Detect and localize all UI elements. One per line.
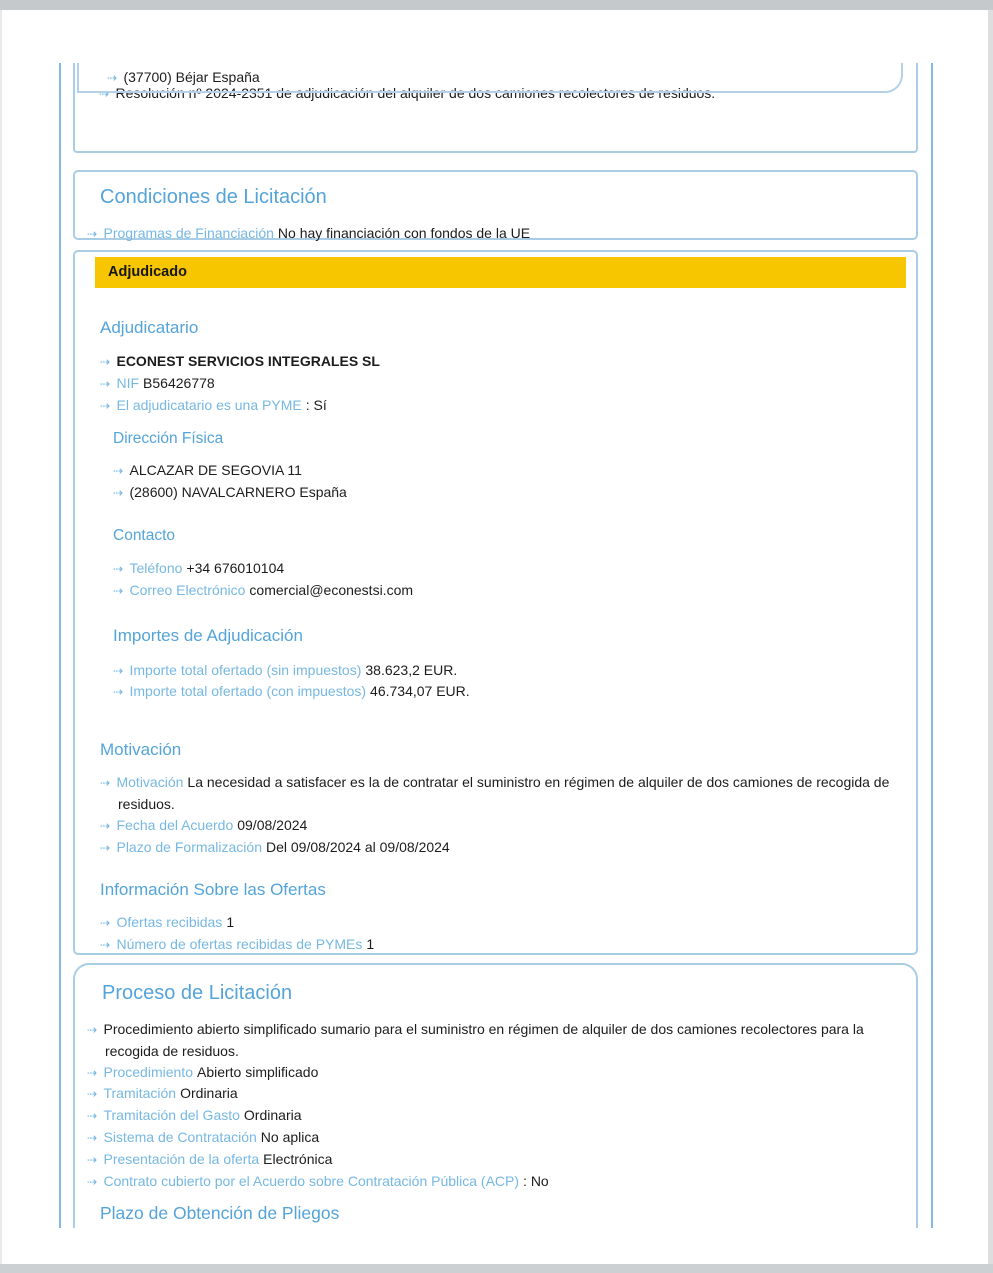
ofertas-title: Información Sobre las Ofertas (100, 880, 326, 900)
ofertas-pymes-label: Número de ofertas recibidas de PYMEs (116, 936, 363, 953)
procedimiento-label: Procedimiento (103, 1063, 193, 1080)
tramitacion-gasto-row (87, 1105, 916, 1127)
dashed-arrow-icon: ⇢ (100, 818, 111, 833)
dashed-arrow-icon: ⇢ (113, 561, 124, 576)
nif-value: B56426778 (143, 374, 215, 391)
financiacion-row (87, 223, 916, 245)
dashed-arrow-icon: ⇢ (100, 398, 111, 413)
proceso-descripcion-row (87, 1019, 916, 1062)
email-value: comercial@econestsi.com (249, 581, 414, 598)
address-text: (37700) Béjar España (123, 69, 260, 85)
direccion-line1-row (113, 460, 916, 482)
acp-value: : No (523, 1172, 549, 1189)
importe-con-value: 46.734,07 EUR. (370, 683, 470, 700)
importes-title: Importes de Adjudicación (113, 625, 303, 645)
dashed-arrow-icon: ⇢ (107, 71, 118, 85)
company-name: ECONEST SERVICIOS INTEGRALES SL (116, 353, 380, 369)
proceso-panel (73, 963, 918, 1228)
adjudicatario-title: Adjudicatario (100, 318, 199, 337)
importe-sin-row (113, 660, 916, 682)
address-subpanel (77, 63, 903, 93)
proceso-descripcion: Procedimiento abierto simplificado sumario para el suministro en régimen de alquiler de dos camiones recolectores para la recogida de residuos. (103, 1021, 864, 1059)
pyme-label: El adjudicatario es una PYME (116, 396, 302, 413)
importe-con-row (113, 681, 916, 703)
dashed-arrow-icon: ⇢ (87, 1174, 98, 1189)
pyme-value: : Sí (305, 396, 327, 413)
pliegos-title: Plazo de Obtención de Pliegos (100, 1203, 340, 1224)
dashed-arrow-icon: ⇢ (87, 1109, 98, 1124)
telefono-value: +34 676010104 (186, 559, 285, 576)
sistema-contratacion-value: No aplica (260, 1128, 320, 1145)
condiciones-title: Condiciones de Licitación (100, 186, 327, 208)
dashed-arrow-icon: ⇢ (87, 227, 98, 241)
direccion-line2: (28600) NAVALCARNERO España (129, 484, 347, 501)
tramitacion-value: Ordinaria (180, 1085, 238, 1102)
fecha-acuerdo-row (100, 815, 916, 837)
motivacion-label: Motivación (116, 774, 184, 791)
dashed-arrow-icon: ⇢ (87, 1130, 98, 1145)
email-row (113, 580, 916, 602)
dashed-arrow-icon: ⇢ (87, 1065, 98, 1080)
dashed-arrow-icon: ⇢ (100, 938, 111, 953)
procedimiento-row (87, 1062, 916, 1084)
ofertas-recibidas-label: Ofertas recibidas (116, 914, 223, 931)
dashed-arrow-icon: ⇢ (87, 1152, 98, 1167)
window-frame-right (988, 10, 993, 1264)
dashed-arrow-icon: ⇢ (87, 1087, 98, 1102)
direccion-line1: ALCAZAR DE SEGOVIA 11 (129, 462, 302, 479)
motivacion-title: Motivación (100, 740, 182, 760)
telefono-label: Teléfono (129, 559, 183, 576)
motivacion-row (100, 772, 916, 815)
pyme-row (100, 395, 916, 417)
adjudicado-panel (73, 250, 918, 955)
window-frame-bottom (0, 1264, 993, 1273)
importe-sin-value: 38.623,2 EUR. (365, 661, 458, 678)
dashed-arrow-icon: ⇢ (113, 464, 124, 479)
dashed-arrow-icon: ⇢ (100, 355, 111, 369)
financiacion-label: Programas de Financiación (103, 225, 274, 241)
dashed-arrow-icon: ⇢ (87, 1023, 98, 1037)
dashed-arrow-icon: ⇢ (113, 685, 124, 700)
procedimiento-value: Abierto simplificado (196, 1063, 319, 1080)
dashed-arrow-icon: ⇢ (100, 840, 111, 855)
dashed-arrow-icon: ⇢ (113, 663, 124, 678)
ofertas-recibidas-row (100, 912, 916, 934)
presentacion-oferta-label: Presentación de la oferta (103, 1150, 260, 1167)
motivacion-value: La necesidad a satisfacer es la de contratar el suministro en régimen de alquiler de dos camiones de recogida de residuos. (118, 774, 890, 812)
dashed-arrow-icon: ⇢ (113, 583, 124, 598)
plazo-formalizacion-value: Del 09/08/2024 al 09/08/2024 (266, 838, 450, 855)
tramitacion-label: Tramitación (103, 1085, 177, 1102)
ofertas-recibidas-value: 1 (226, 914, 235, 931)
address-row (107, 63, 901, 89)
fecha-acuerdo-value: 09/08/2024 (237, 816, 308, 833)
tramitacion-gasto-label: Tramitación del Gasto (103, 1107, 240, 1124)
sistema-contratacion-label: Sistema de Contratación (103, 1128, 257, 1145)
window-frame-top (0, 0, 993, 10)
window-frame-left (0, 10, 2, 1264)
tramitacion-row (87, 1083, 916, 1105)
direccion-title: Dirección Física (113, 430, 224, 448)
acp-row (87, 1171, 916, 1193)
dashed-arrow-icon: ⇢ (100, 776, 111, 791)
acp-label: Contrato cubierto por el Acuerdo sobre Contratación Pública (ACP) (103, 1172, 520, 1189)
ofertas-pymes-value: 1 (366, 936, 375, 953)
financiacion-value: No hay financiación con fondos de la UE (277, 225, 531, 241)
nif-row (100, 373, 916, 395)
proceso-title: Proceso de Licitación (102, 982, 293, 1004)
fecha-acuerdo-label: Fecha del Acuerdo (116, 816, 234, 833)
importe-sin-label: Importe total ofertado (sin impuestos) (129, 661, 362, 678)
dashed-arrow-icon: ⇢ (100, 376, 111, 391)
sistema-contratacion-row (87, 1127, 916, 1149)
dashed-arrow-icon: ⇢ (100, 916, 111, 931)
presentacion-oferta-row (87, 1149, 916, 1171)
presentacion-oferta-value: Electrónica (263, 1150, 333, 1167)
dashed-arrow-icon: ⇢ (113, 486, 124, 501)
contacto-title: Contacto (113, 526, 176, 544)
nif-label: NIF (116, 374, 140, 391)
direccion-line2-row (113, 482, 916, 504)
telefono-row (113, 558, 916, 580)
ofertas-pymes-row (100, 934, 916, 955)
plazo-formalizacion-row (100, 837, 916, 859)
tramitacion-gasto-value: Ordinaria (243, 1107, 302, 1124)
resolution-text: Resolución nº 2024-2351 de adjudicación del alquiler de dos camiones recolectores de residuos. (115, 85, 716, 101)
importe-con-label: Importe total ofertado (con impuestos) (129, 683, 367, 700)
status-banner: Adjudicado (95, 257, 906, 288)
company-row (100, 351, 916, 373)
plazo-formalizacion-label: Plazo de Formalización (116, 838, 262, 855)
condiciones-panel (73, 170, 918, 240)
section-fragment-panel (73, 63, 918, 153)
email-label: Correo Electrónico (129, 581, 246, 598)
dashed-arrow-icon: ⇢ (99, 87, 110, 101)
